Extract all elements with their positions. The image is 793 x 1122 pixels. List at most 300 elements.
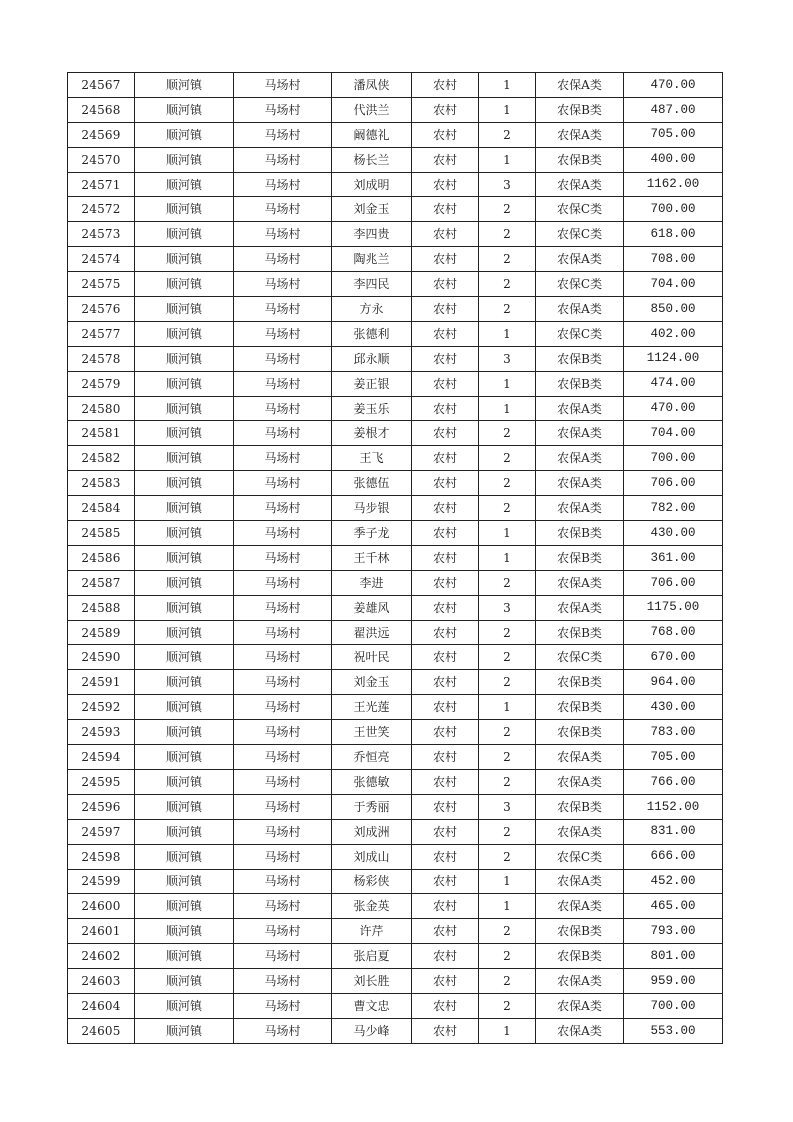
name-cell: 姜根才 [332,421,412,446]
record-id-cell: 24600 [68,894,135,919]
person-count-cell: 1 [479,545,536,570]
insurance-category-cell: 农保A类 [536,446,624,471]
table-row [68,247,723,272]
record-id-cell: 24602 [68,944,135,969]
record-id-cell: 24605 [68,1018,135,1043]
insurance-category-cell: 农保B类 [536,794,624,819]
town-cell: 顺河镇 [135,969,234,994]
amount-cell: 452.00 [624,869,723,894]
person-count-cell: 1 [479,894,536,919]
name-cell: 刘金玉 [332,670,412,695]
table-row [68,172,723,197]
person-count-cell: 2 [479,446,536,471]
name-cell: 马少峰 [332,1018,412,1043]
village-cell: 马场村 [234,794,332,819]
town-cell: 顺河镇 [135,147,234,172]
village-cell: 马场村 [234,272,332,297]
table-row [68,297,723,322]
village-cell: 马场村 [234,446,332,471]
person-count-cell: 2 [479,197,536,222]
table-row [68,645,723,670]
person-count-cell: 2 [479,471,536,496]
household-type-cell: 农村 [412,819,479,844]
village-cell: 马场村 [234,371,332,396]
insurance-category-cell: 农保C类 [536,321,624,346]
insurance-category-cell: 农保A类 [536,745,624,770]
amount-cell: 402.00 [624,321,723,346]
household-type-cell: 农村 [412,969,479,994]
amount-cell: 783.00 [624,720,723,745]
name-cell: 王光莲 [332,695,412,720]
record-id-cell: 24594 [68,745,135,770]
table-row [68,496,723,521]
person-count-cell: 2 [479,247,536,272]
town-cell: 顺河镇 [135,620,234,645]
insurance-category-cell: 农保B类 [536,695,624,720]
insurance-category-cell: 农保A类 [536,869,624,894]
town-cell: 顺河镇 [135,371,234,396]
name-cell: 刘成明 [332,172,412,197]
table-row [68,869,723,894]
town-cell: 顺河镇 [135,894,234,919]
amount-cell: 553.00 [624,1018,723,1043]
household-type-cell: 农村 [412,446,479,471]
record-id-cell: 24573 [68,222,135,247]
insurance-category-cell: 农保A类 [536,496,624,521]
amount-cell: 706.00 [624,471,723,496]
insurance-category-cell: 农保A类 [536,969,624,994]
insurance-category-cell: 农保A类 [536,769,624,794]
record-id-cell: 24598 [68,844,135,869]
person-count-cell: 1 [479,97,536,122]
record-id-cell: 24585 [68,521,135,546]
record-id-cell: 24597 [68,819,135,844]
person-count-cell: 1 [479,869,536,894]
person-count-cell: 2 [479,122,536,147]
household-type-cell: 农村 [412,122,479,147]
person-count-cell: 2 [479,222,536,247]
person-count-cell: 2 [479,819,536,844]
amount-cell: 850.00 [624,297,723,322]
person-count-cell: 1 [479,321,536,346]
town-cell: 顺河镇 [135,595,234,620]
village-cell: 马场村 [234,944,332,969]
person-count-cell: 1 [479,521,536,546]
amount-cell: 700.00 [624,197,723,222]
table-row [68,595,723,620]
table-row [68,794,723,819]
person-count-cell: 2 [479,745,536,770]
insurance-category-cell: 农保A类 [536,471,624,496]
household-type-cell: 农村 [412,620,479,645]
record-id-cell: 24577 [68,321,135,346]
town-cell: 顺河镇 [135,172,234,197]
village-cell: 马场村 [234,720,332,745]
amount-cell: 470.00 [624,396,723,421]
record-id-cell: 24584 [68,496,135,521]
name-cell: 潘凤侠 [332,73,412,98]
record-id-cell: 24567 [68,73,135,98]
insurance-category-cell: 农保A类 [536,297,624,322]
table-row [68,545,723,570]
name-cell: 王世笑 [332,720,412,745]
household-type-cell: 农村 [412,695,479,720]
table-row [68,272,723,297]
town-cell: 顺河镇 [135,446,234,471]
table-row [68,471,723,496]
record-id-cell: 24570 [68,147,135,172]
insurance-category-cell: 农保B类 [536,670,624,695]
village-cell: 马场村 [234,670,332,695]
name-cell: 张德敏 [332,769,412,794]
person-count-cell: 2 [479,297,536,322]
village-cell: 马场村 [234,73,332,98]
name-cell: 代洪兰 [332,97,412,122]
insurance-category-cell: 农保A类 [536,1018,624,1043]
insurance-category-cell: 农保B类 [536,371,624,396]
amount-cell: 782.00 [624,496,723,521]
name-cell: 杨彩侠 [332,869,412,894]
name-cell: 张德伍 [332,471,412,496]
amount-cell: 1152.00 [624,794,723,819]
village-cell: 马场村 [234,969,332,994]
table-row [68,695,723,720]
household-type-cell: 农村 [412,396,479,421]
table-row [68,819,723,844]
town-cell: 顺河镇 [135,222,234,247]
name-cell: 王千林 [332,545,412,570]
town-cell: 顺河镇 [135,844,234,869]
name-cell: 于秀丽 [332,794,412,819]
village-cell: 马场村 [234,545,332,570]
amount-cell: 831.00 [624,819,723,844]
village-cell: 马场村 [234,819,332,844]
town-cell: 顺河镇 [135,695,234,720]
village-cell: 马场村 [234,769,332,794]
village-cell: 马场村 [234,321,332,346]
person-count-cell: 2 [479,969,536,994]
person-count-cell: 2 [479,944,536,969]
table-row [68,670,723,695]
record-id-cell: 24592 [68,695,135,720]
table-row [68,720,723,745]
town-cell: 顺河镇 [135,745,234,770]
name-cell: 姜雄风 [332,595,412,620]
amount-cell: 430.00 [624,695,723,720]
town-cell: 顺河镇 [135,670,234,695]
record-id-cell: 24589 [68,620,135,645]
insurance-category-cell: 农保A类 [536,993,624,1018]
town-cell: 顺河镇 [135,396,234,421]
table-row [68,73,723,98]
name-cell: 李进 [332,570,412,595]
record-id-cell: 24591 [68,670,135,695]
insurance-category-cell: 农保B类 [536,720,624,745]
insurance-category-cell: 农保A类 [536,421,624,446]
person-count-cell: 1 [479,396,536,421]
amount-cell: 361.00 [624,545,723,570]
village-cell: 马场村 [234,222,332,247]
table-row [68,147,723,172]
village-cell: 马场村 [234,147,332,172]
town-cell: 顺河镇 [135,97,234,122]
amount-cell: 708.00 [624,247,723,272]
person-count-cell: 2 [479,769,536,794]
household-type-cell: 农村 [412,346,479,371]
household-type-cell: 农村 [412,172,479,197]
name-cell: 翟洪远 [332,620,412,645]
village-cell: 马场村 [234,521,332,546]
benefit-roster-table [67,72,723,1044]
person-count-cell: 3 [479,346,536,371]
insurance-category-cell: 农保C类 [536,844,624,869]
household-type-cell: 农村 [412,371,479,396]
amount-cell: 465.00 [624,894,723,919]
table-row [68,769,723,794]
town-cell: 顺河镇 [135,993,234,1018]
table-row [68,969,723,994]
village-cell: 马场村 [234,1018,332,1043]
insurance-category-cell: 农保B类 [536,346,624,371]
town-cell: 顺河镇 [135,247,234,272]
person-count-cell: 3 [479,172,536,197]
person-count-cell: 1 [479,73,536,98]
village-cell: 马场村 [234,97,332,122]
person-count-cell: 2 [479,570,536,595]
town-cell: 顺河镇 [135,197,234,222]
town-cell: 顺河镇 [135,570,234,595]
name-cell: 王飞 [332,446,412,471]
town-cell: 顺河镇 [135,297,234,322]
town-cell: 顺河镇 [135,944,234,969]
insurance-category-cell: 农保A类 [536,894,624,919]
insurance-category-cell: 农保B类 [536,147,624,172]
amount-cell: 793.00 [624,919,723,944]
record-id-cell: 24580 [68,396,135,421]
record-id-cell: 24581 [68,421,135,446]
village-cell: 马场村 [234,197,332,222]
name-cell: 曹文忠 [332,993,412,1018]
record-id-cell: 24568 [68,97,135,122]
town-cell: 顺河镇 [135,919,234,944]
household-type-cell: 农村 [412,869,479,894]
amount-cell: 705.00 [624,745,723,770]
person-count-cell: 3 [479,595,536,620]
household-type-cell: 农村 [412,73,479,98]
name-cell: 马步银 [332,496,412,521]
amount-cell: 1162.00 [624,172,723,197]
table-row [68,894,723,919]
village-cell: 马场村 [234,396,332,421]
person-count-cell: 2 [479,720,536,745]
table-row [68,222,723,247]
person-count-cell: 2 [479,645,536,670]
table-row [68,396,723,421]
insurance-category-cell: 农保C类 [536,197,624,222]
amount-cell: 705.00 [624,122,723,147]
town-cell: 顺河镇 [135,321,234,346]
village-cell: 马场村 [234,346,332,371]
town-cell: 顺河镇 [135,471,234,496]
household-type-cell: 农村 [412,844,479,869]
name-cell: 祝叶民 [332,645,412,670]
table-row [68,570,723,595]
town-cell: 顺河镇 [135,73,234,98]
amount-cell: 666.00 [624,844,723,869]
town-cell: 顺河镇 [135,819,234,844]
name-cell: 季子龙 [332,521,412,546]
amount-cell: 1124.00 [624,346,723,371]
amount-cell: 700.00 [624,446,723,471]
person-count-cell: 1 [479,371,536,396]
amount-cell: 704.00 [624,421,723,446]
village-cell: 马场村 [234,745,332,770]
name-cell: 阚德礼 [332,122,412,147]
household-type-cell: 农村 [412,496,479,521]
household-type-cell: 农村 [412,147,479,172]
village-cell: 马场村 [234,919,332,944]
table-row [68,844,723,869]
household-type-cell: 农村 [412,769,479,794]
person-count-cell: 1 [479,695,536,720]
amount-cell: 768.00 [624,620,723,645]
name-cell: 杨长兰 [332,147,412,172]
amount-cell: 400.00 [624,147,723,172]
record-id-cell: 24604 [68,993,135,1018]
village-cell: 马场村 [234,595,332,620]
name-cell: 刘长胜 [332,969,412,994]
person-count-cell: 2 [479,844,536,869]
household-type-cell: 农村 [412,545,479,570]
household-type-cell: 农村 [412,297,479,322]
record-id-cell: 24595 [68,769,135,794]
name-cell: 乔恒亮 [332,745,412,770]
village-cell: 马场村 [234,869,332,894]
name-cell: 张德利 [332,321,412,346]
record-id-cell: 24574 [68,247,135,272]
household-type-cell: 农村 [412,97,479,122]
insurance-category-cell: 农保B类 [536,521,624,546]
amount-cell: 706.00 [624,570,723,595]
insurance-category-cell: 农保A类 [536,247,624,272]
village-cell: 马场村 [234,620,332,645]
amount-cell: 474.00 [624,371,723,396]
town-cell: 顺河镇 [135,122,234,147]
name-cell: 张金英 [332,894,412,919]
person-count-cell: 2 [479,993,536,1018]
record-id-cell: 24576 [68,297,135,322]
insurance-category-cell: 农保C类 [536,645,624,670]
household-type-cell: 农村 [412,919,479,944]
record-id-cell: 24583 [68,471,135,496]
village-cell: 马场村 [234,570,332,595]
insurance-category-cell: 农保B类 [536,620,624,645]
amount-cell: 700.00 [624,993,723,1018]
record-id-cell: 24593 [68,720,135,745]
person-count-cell: 2 [479,421,536,446]
household-type-cell: 农村 [412,321,479,346]
table-row [68,1018,723,1043]
person-count-cell: 1 [479,1018,536,1043]
village-cell: 马场村 [234,645,332,670]
village-cell: 马场村 [234,421,332,446]
town-cell: 顺河镇 [135,496,234,521]
name-cell: 刘金玉 [332,197,412,222]
village-cell: 马场村 [234,993,332,1018]
town-cell: 顺河镇 [135,346,234,371]
amount-cell: 766.00 [624,769,723,794]
insurance-category-cell: 农保B类 [536,545,624,570]
village-cell: 马场村 [234,894,332,919]
town-cell: 顺河镇 [135,720,234,745]
record-id-cell: 24569 [68,122,135,147]
village-cell: 马场村 [234,496,332,521]
household-type-cell: 农村 [412,247,479,272]
insurance-category-cell: 农保A类 [536,73,624,98]
table-row [68,97,723,122]
household-type-cell: 农村 [412,471,479,496]
amount-cell: 670.00 [624,645,723,670]
village-cell: 马场村 [234,471,332,496]
name-cell: 刘成山 [332,844,412,869]
name-cell: 姜正银 [332,371,412,396]
village-cell: 马场村 [234,297,332,322]
table-row [68,421,723,446]
record-id-cell: 24575 [68,272,135,297]
record-id-cell: 24587 [68,570,135,595]
table-row [68,993,723,1018]
person-count-cell: 2 [479,919,536,944]
household-type-cell: 农村 [412,745,479,770]
town-cell: 顺河镇 [135,645,234,670]
person-count-cell: 2 [479,496,536,521]
village-cell: 马场村 [234,247,332,272]
name-cell: 张启夏 [332,944,412,969]
household-type-cell: 农村 [412,670,479,695]
household-type-cell: 农村 [412,222,479,247]
name-cell: 姜玉乐 [332,396,412,421]
table-row [68,197,723,222]
town-cell: 顺河镇 [135,794,234,819]
village-cell: 马场村 [234,122,332,147]
person-count-cell: 3 [479,794,536,819]
table-row [68,346,723,371]
household-type-cell: 农村 [412,894,479,919]
table-body [68,73,723,1044]
insurance-category-cell: 农保B类 [536,944,624,969]
household-type-cell: 农村 [412,272,479,297]
village-cell: 马场村 [234,844,332,869]
amount-cell: 618.00 [624,222,723,247]
amount-cell: 801.00 [624,944,723,969]
name-cell: 邱永顺 [332,346,412,371]
village-cell: 马场村 [234,172,332,197]
insurance-category-cell: 农保C类 [536,272,624,297]
insurance-category-cell: 农保A类 [536,122,624,147]
amount-cell: 1175.00 [624,595,723,620]
record-id-cell: 24599 [68,869,135,894]
person-count-cell: 2 [479,272,536,297]
name-cell: 刘成洲 [332,819,412,844]
insurance-category-cell: 农保A类 [536,570,624,595]
household-type-cell: 农村 [412,794,479,819]
table-row [68,745,723,770]
record-id-cell: 24572 [68,197,135,222]
record-id-cell: 24588 [68,595,135,620]
household-type-cell: 农村 [412,944,479,969]
record-id-cell: 24601 [68,919,135,944]
name-cell: 方永 [332,297,412,322]
